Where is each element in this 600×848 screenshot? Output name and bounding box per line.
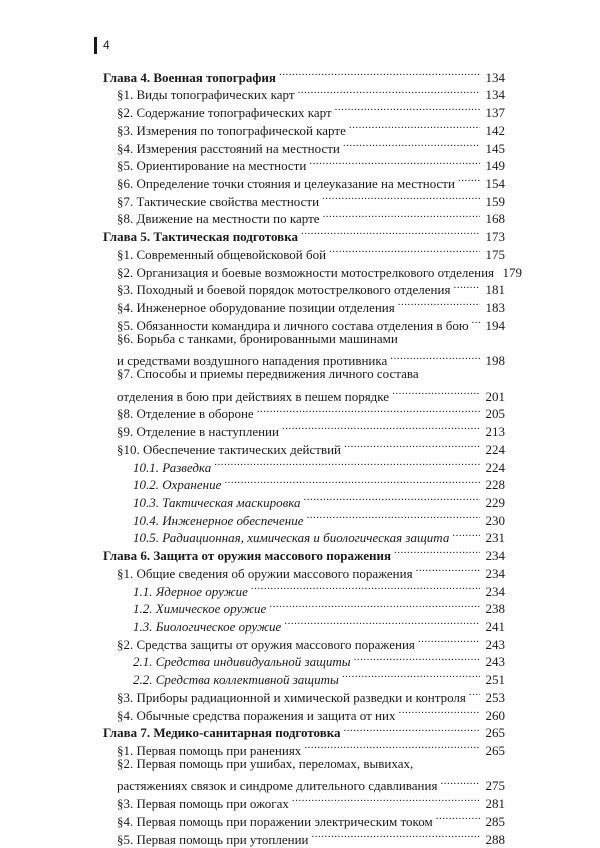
toc-page-number: 243 — [485, 636, 505, 652]
toc-section[interactable] — [103, 348, 505, 369]
toc-entry-title: 1.3. Биологическое оружие — [133, 619, 282, 634]
toc-page-number: 228 — [485, 477, 505, 493]
toc-leader-dots — [398, 294, 480, 312]
toc-page-number: 179 — [502, 264, 523, 280]
toc-page-number: 241 — [485, 619, 505, 634]
toc-leader-dots — [323, 206, 480, 224]
toc-page-number: 181 — [485, 282, 505, 298]
toc-leader-dots — [312, 826, 480, 844]
toc-entry-title: §8. Отделение в обороне — [117, 406, 254, 422]
toc-page-number: 205 — [485, 406, 505, 422]
toc-entry-title: и средствами воздушного нападения противника — [117, 353, 388, 369]
toc-leader-dots — [292, 790, 480, 808]
toc-entry-title: §4. Измерения расстояний на местности — [117, 140, 340, 156]
toc-leader-dots — [349, 117, 480, 135]
toc-leader-dots — [309, 153, 480, 171]
toc-entry-title: §2. Средства защиты от оружия массового поражения — [117, 636, 415, 652]
toc-section[interactable] — [103, 383, 505, 404]
toc-leader-dots — [279, 64, 480, 82]
toc-leader-dots — [303, 489, 480, 507]
toc-entry-title: 2.1. Средства индивидуальной защиты — [133, 654, 351, 670]
toc-entry-title: §3. Приборы радиационной и химической разведки и контроля — [117, 689, 466, 705]
toc-page-number: 285 — [485, 813, 505, 829]
toc-entry-title: отделения в бою при действиях в пешем порядке — [117, 388, 390, 404]
toc-page-number: 265 — [485, 725, 505, 741]
toc-entry-title: 10.4. Инженерное обеспечение — [133, 512, 304, 528]
toc-page-number: 149 — [485, 158, 505, 174]
toc-entry-title: §6. Борьба с танками, бронированными машинами — [117, 330, 398, 346]
toc-page-number: 213 — [485, 424, 505, 440]
toc-entry-title: §5. Ориентирование на местности — [117, 158, 307, 174]
toc-entry-title: §3. Первая помощь при ожогах — [117, 796, 289, 812]
toc-leader-dots — [282, 418, 480, 436]
toc-leader-dots — [251, 578, 480, 596]
toc-entry-title: §1. Виды топографических карт — [117, 87, 295, 103]
toc-entry-title: 10.1. Разведка — [133, 459, 212, 475]
toc-leader-dots — [418, 631, 480, 649]
toc-leader-dots — [436, 808, 480, 826]
toc-page-number: 198 — [485, 353, 505, 369]
toc-page-number: 154 — [485, 176, 505, 192]
toc-page-number: 134 — [485, 69, 505, 85]
table-of-contents — [103, 64, 523, 847]
toc-page-number: 168 — [485, 211, 505, 227]
toc-page-number: 224 — [485, 459, 505, 475]
toc-entry-title: §1. Общие сведения об оружии массового поражения — [117, 565, 413, 581]
toc-entry-title: §4. Инженерное оборудование позиции отделения — [117, 300, 395, 316]
toc-page-number: 145 — [485, 140, 505, 156]
toc-leader-dots — [472, 312, 480, 330]
toc-entry-title: растяжениях связок и синдроме длительного сдавливания — [117, 778, 438, 794]
toc-leader-dots — [257, 401, 480, 419]
toc-entry-title: Глава 7. Медико-санитарная подготовка — [103, 725, 341, 741]
toc-section[interactable] — [103, 755, 505, 773]
toc-entry-title: §5. Обязанности командира и личного состава отделения в бою — [117, 317, 469, 333]
toc-leader-dots — [440, 773, 480, 791]
toc-leader-dots — [390, 348, 480, 366]
toc-leader-dots — [284, 613, 480, 631]
toc-page-number: 260 — [485, 707, 505, 723]
toc-entry-title: §7. Тактические свойства местности — [117, 193, 320, 209]
toc-page-number: 253 — [485, 689, 505, 705]
toc-section[interactable] — [103, 773, 505, 794]
toc-entry-title: §5. Первая помощь при утоплении — [117, 831, 309, 847]
toc-page-number: 173 — [485, 229, 505, 245]
toc-leader-dots — [342, 666, 480, 684]
toc-leader-dots — [307, 507, 481, 525]
toc-entry-title: §2. Первая помощь при ушибах, переломах, вывихах, — [117, 756, 414, 772]
toc-entry-title: §3. Измерения по топографической карте — [117, 122, 346, 138]
toc-leader-dots — [343, 135, 480, 153]
toc-page-number: 231 — [485, 530, 505, 546]
toc-leader-dots — [335, 99, 480, 117]
page-marker-bar — [94, 37, 97, 54]
toc-page-number: 275 — [485, 778, 505, 794]
toc-page-number: 281 — [485, 796, 505, 812]
toc-page-number: 265 — [485, 743, 505, 759]
toc-chapter[interactable] — [103, 64, 505, 85]
toc-entry-title: §6. Определение точки стояния и целеуказание на местности — [117, 176, 455, 192]
toc-page-number: 142 — [485, 122, 505, 138]
toc-leader-dots — [214, 454, 480, 472]
toc-entry-title: 10.2. Охранение — [133, 477, 222, 493]
toc-leader-dots — [224, 472, 480, 490]
toc-leader-dots — [469, 684, 480, 702]
toc-entry-title: 2.2. Средства коллективной защиты — [133, 672, 339, 688]
toc-entry-title: 10.5. Радиационная, химическая и биологическая защита — [133, 530, 450, 546]
toc-entry-title: §1. Первая помощь при ранениях — [117, 743, 302, 759]
toc-entry-title: §2. Содержание топографических карт — [117, 105, 332, 121]
toc-leader-dots — [398, 702, 480, 720]
toc-page-number: 230 — [485, 512, 505, 528]
toc-leader-dots — [298, 82, 481, 100]
toc-entry-title: §2. Организация и боевые возможности мотострелкового отделения — [117, 264, 495, 280]
toc-entry-title: 1.2. Химическое оружие — [133, 601, 267, 617]
toc-entry-title: §1. Современный общевойсковой бой — [117, 246, 327, 262]
toc-entry-title: Глава 4. Военная топография — [103, 69, 276, 85]
toc-page-number: 224 — [485, 441, 505, 457]
toc-leader-dots — [344, 436, 480, 454]
toc-entry-title: Глава 5. Тактическая подготовка — [103, 229, 298, 245]
toc-page-number: 234 — [485, 583, 505, 599]
toc-page-number: 159 — [485, 193, 505, 209]
toc-entry-title: §7. Способы и приемы передвижения личного состава — [117, 366, 419, 382]
toc-page-number: 234 — [485, 565, 505, 581]
toc-leader-dots — [269, 596, 480, 614]
toc-leader-dots — [354, 649, 480, 667]
page-number: 4 — [103, 38, 110, 52]
toc-leader-dots — [344, 720, 480, 738]
toc-leader-dots — [392, 383, 480, 401]
toc-entry-title: §3. Походный и боевой порядок мотострелкового отделения — [117, 282, 451, 298]
toc-page-number: 134 — [485, 87, 505, 103]
toc-page-number: 229 — [485, 494, 505, 510]
toc-leader-dots — [301, 223, 480, 241]
toc-entry-title: §4. Обычные средства поражения и защита от них — [117, 707, 396, 723]
toc-entry-title: §4. Первая помощь при поражении электрическим током — [117, 813, 433, 829]
toc-leader-dots — [304, 737, 480, 755]
toc-leader-dots — [416, 560, 480, 578]
toc-entry-title: §9. Отделение в наступлении — [117, 424, 279, 440]
toc-leader-dots — [452, 525, 480, 543]
toc-entry-title: §8. Движение на местности по карте — [117, 211, 320, 227]
toc-section[interactable] — [103, 365, 505, 383]
toc-page-number: 175 — [485, 246, 505, 262]
toc-page-number: 183 — [485, 300, 505, 316]
toc-entry-title: 1.1. Ядерное оружие — [133, 583, 248, 599]
toc-entry-title: 10.3. Тактическая маскировка — [133, 494, 301, 510]
toc-page-number: 288 — [485, 831, 505, 847]
toc-leader-dots — [458, 170, 480, 188]
toc-page-number: 137 — [485, 105, 505, 121]
toc-entry-title: Глава 6. Защита от оружия массового поражения — [103, 548, 392, 564]
toc-page-number: 251 — [485, 672, 505, 688]
toc-page-number: 234 — [485, 548, 505, 564]
toc-page-number: 243 — [485, 654, 505, 670]
toc-page-number: 194 — [485, 317, 505, 333]
toc-leader-dots — [329, 241, 480, 259]
toc-page-number: 201 — [485, 388, 505, 404]
toc-entry-title: §10. Обеспечение тактических действий — [117, 441, 342, 457]
toc-leader-dots — [322, 188, 480, 206]
toc-page-number: 238 — [485, 601, 505, 617]
toc-leader-dots — [453, 277, 480, 295]
toc-leader-dots — [394, 542, 480, 560]
